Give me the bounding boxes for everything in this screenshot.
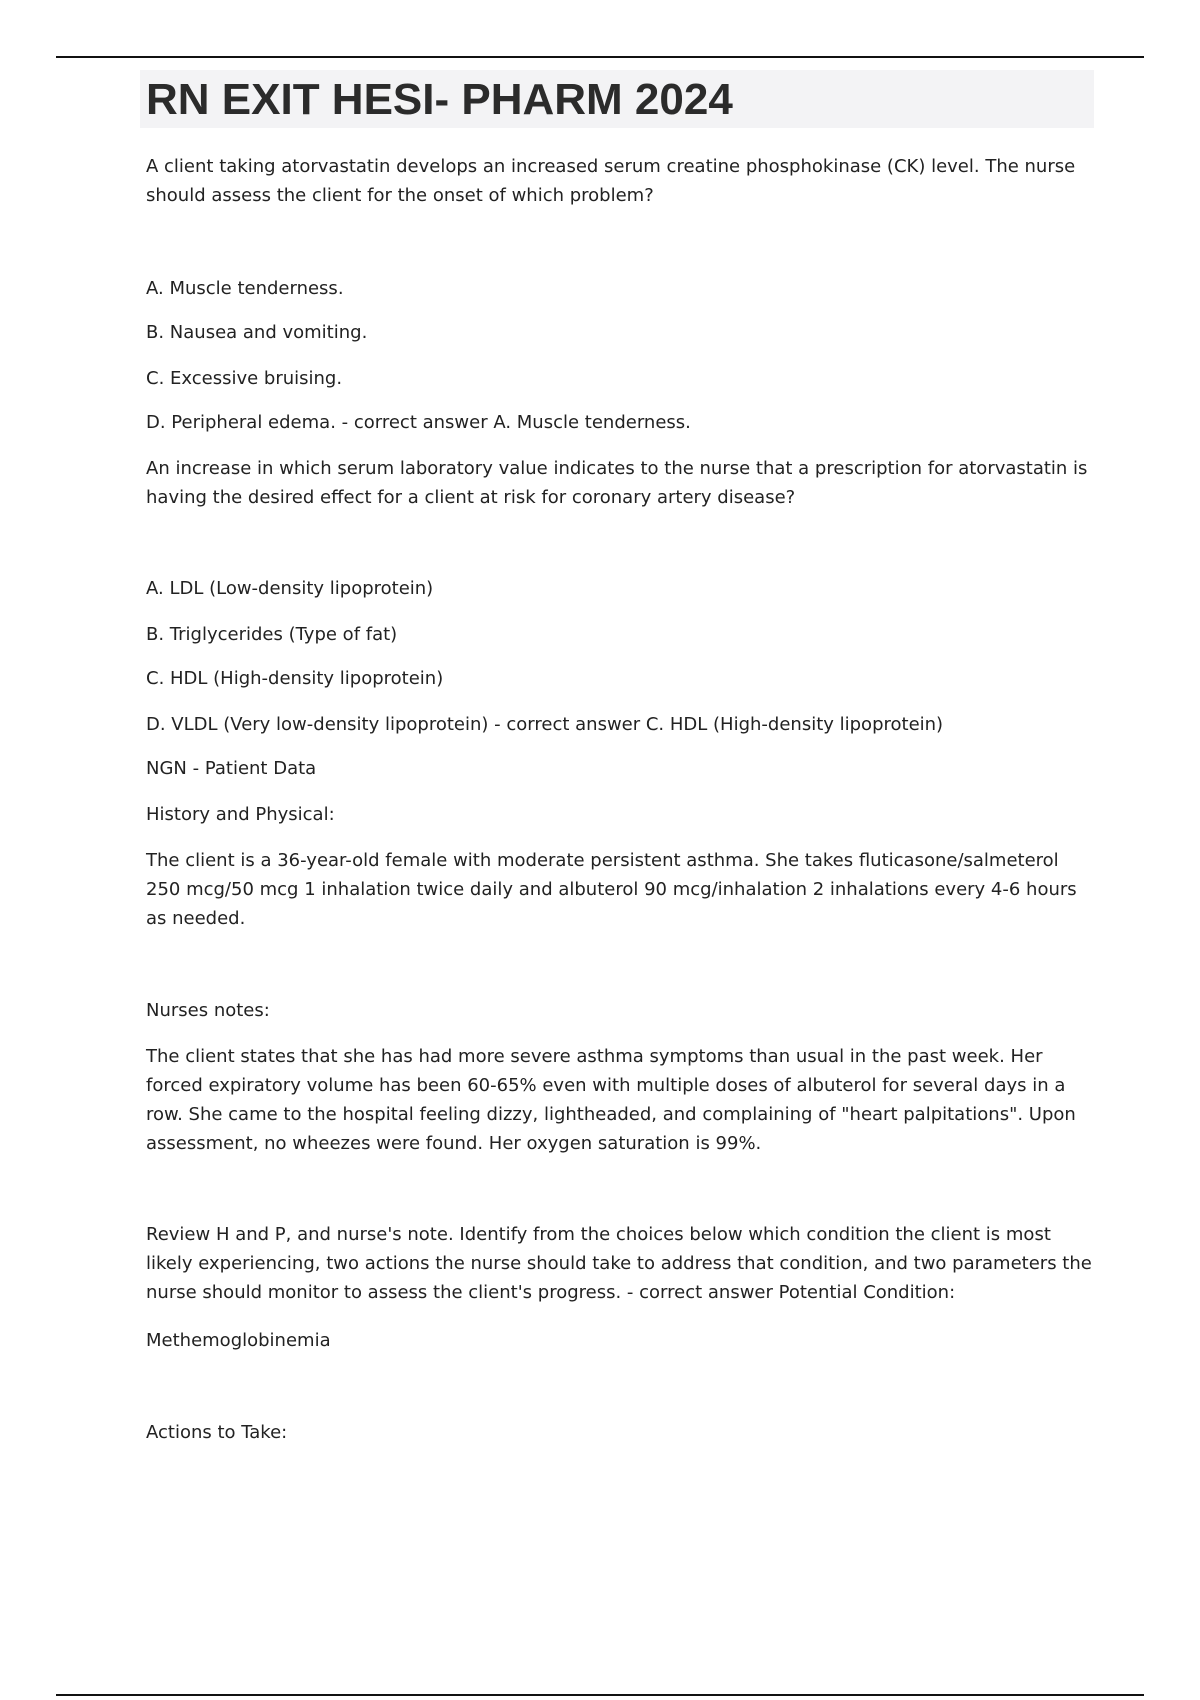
question-2-option-b: B. Triglycerides (Type of fat) xyxy=(146,624,398,645)
question-1-stem: A client taking atorvastatin develops an increased serum creatine phosphokinase (CK) level. The nurse should assess the client for the onset of which problem? xyxy=(146,156,1076,206)
question-2-option-c: C. HDL (High-density lipoprotein) xyxy=(146,668,444,689)
question-2-stem: An increase in which serum laboratory value indicates to the nurse that a prescription for atorvastatin is having the desired effect for a client at risk for coronary artery disease? xyxy=(146,458,1088,508)
section-heading-patient-data: NGN - Patient Data xyxy=(146,758,317,779)
question-1-option-d-answer: D. Peripheral edema. - correct answer A. Muscle tenderness. xyxy=(146,412,691,433)
question-3-stem: Review H and P, and nurse's note. Identify from the choices below which condition the client is most likely experiencing, two actions the nurse should take to address that condition, and two parameters the nurse should monitor to assess the client's progress. - correct answer Potential Condition: xyxy=(146,1224,1092,1303)
history-physical-heading: History and Physical: xyxy=(146,804,335,825)
actions-to-take-heading: Actions to Take: xyxy=(146,1422,288,1443)
nurses-notes-text: The client states that she has had more severe asthma symptoms than usual in the past week. Her forced expiratory volume has been 60-65% even with multiple doses of albuterol for several days in a row. She came to the hospital feeling dizzy, lightheaded, and complaining of "heart palpitations". Upon assessment, no wheezes were found. Her oxygen saturation is 99%. xyxy=(146,1046,1076,1154)
top-rule xyxy=(56,56,1144,58)
question-2-option-a: A. LDL (Low-density lipoprotein) xyxy=(146,578,434,599)
question-2-option-d-answer: D. VLDL (Very low-density lipoprotein) - correct answer C. HDL (High-density lipoprotein) xyxy=(146,714,944,735)
question-1-option-a: A. Muscle tenderness. xyxy=(146,278,344,299)
question-1-option-b: B. Nausea and vomiting. xyxy=(146,322,368,343)
bottom-rule xyxy=(56,1694,1144,1696)
potential-condition-answer: Methemoglobinemia xyxy=(146,1330,331,1351)
history-physical-text: The client is a 36-year-old female with moderate persistent asthma. She takes fluticasone/salmeterol 250 mcg/50 mcg 1 inhalation twice daily and albuterol 90 mcg/inhalation 2 inhalations every 4-6 hours as needed. xyxy=(146,850,1077,929)
page-title: RN EXIT HESI- PHARM 2024 xyxy=(146,75,733,124)
question-1-option-c: C. Excessive bruising. xyxy=(146,368,343,389)
nurses-notes-heading: Nurses notes: xyxy=(146,1000,270,1021)
